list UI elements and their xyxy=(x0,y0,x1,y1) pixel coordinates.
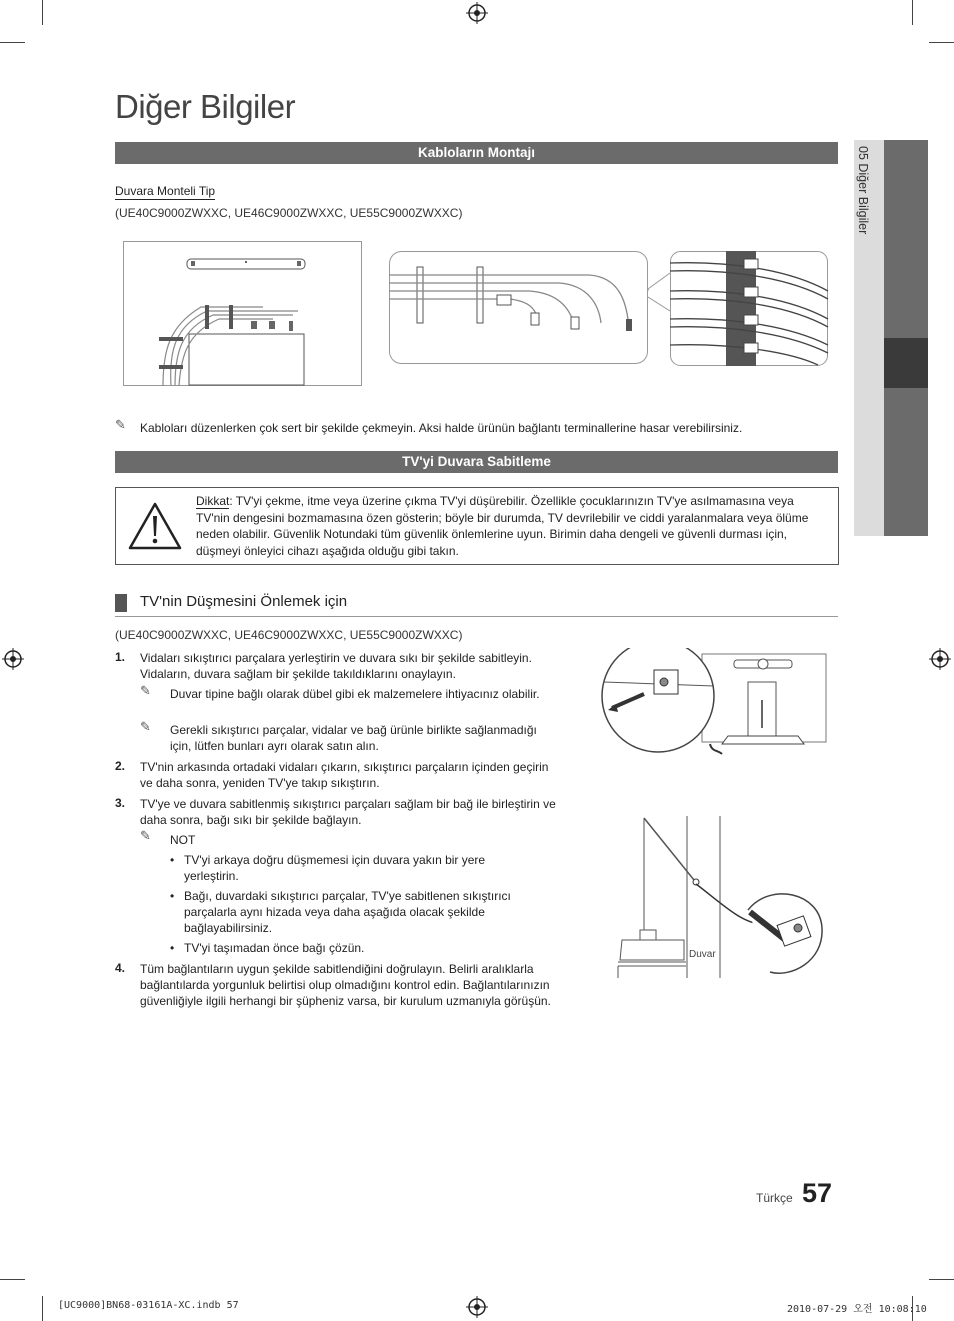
page-number: 57 xyxy=(802,1178,833,1208)
step-text: Tüm bağlantıların uygun şekilde sabitlendiğini doğrulayın. Belirli aralıklarla bağlantılarda yorgunluk belirtisi olup olmadığını kontrol edin. Bağlantılarınızın güvenliğiyle ilgili herhangi bir şüpheniz varsa, bir kurulum uzmanıyla görüşün. xyxy=(140,962,551,1008)
pencil-note-icon: ✎ xyxy=(140,683,151,698)
caution-text xyxy=(196,493,826,559)
step-number: 4. xyxy=(115,961,126,975)
registration-mark-icon xyxy=(929,648,951,670)
step-text: TV'nin arkasında ortadaki vidaları çıkarın, sıkıştırıcı parçaların içinden geçirin ve daha sonra, yeniden TV'ye takıp sıkıştırın. xyxy=(140,760,549,790)
note-label: NOT xyxy=(170,833,196,847)
bullet-dot: • xyxy=(170,941,175,955)
crop-mark xyxy=(0,42,25,43)
wall-fix-section-heading: TV'yi Duvara Sabitleme xyxy=(115,451,838,473)
section-marker xyxy=(115,594,127,612)
bullet-dot: • xyxy=(170,853,175,867)
registration-mark-icon xyxy=(466,2,488,24)
warning-triangle-icon xyxy=(126,500,184,552)
cable-routing-back-diagram xyxy=(123,241,363,387)
page-title: Diğer Bilgiler xyxy=(115,88,296,125)
clamp-screw-illustration xyxy=(598,648,830,764)
crop-mark xyxy=(929,42,954,43)
pencil-note-icon: ✎ xyxy=(140,719,151,734)
registration-mark-icon xyxy=(466,1296,488,1318)
caution-body: : TV'yi çekme, itme veya üzerine çıkma TV'yi düşürebilir. Özellikle çocuklarınızın TV'ye asılmamasına veya TV'nin dengesini bozmamasına özen gösterin; böyle bir durumda, TV devrilebilir ve ciddi yaralanmalara veya ölüme neden olabilir. Güvenlik Notundaki tüm güvenlik önlemlerine uyun. Birimin daha dengeli ve güvenli durması için, düşmeyi önleyici cihazı aşağıda olduğu gibi takın. xyxy=(196,494,809,558)
bullet-item: TV'yi arkaya doğru düşmemesi için duvara yakın bir yere yerleştirin. xyxy=(184,853,486,883)
step-number: 1. xyxy=(115,650,126,664)
step-note: Gerekli sıkıştırıcı parçalar, vidalar ve bağ ürünle birlikte sağlanmadığı için, lütfen bunları ayrı olarak satın alın. xyxy=(170,723,537,753)
footer-datetime: 2010-07-29 오전 10:08:10 xyxy=(787,1304,927,1315)
cable-clip-closeup-diagram xyxy=(389,251,649,365)
wall-label: Duvar xyxy=(689,949,716,960)
registration-mark-icon xyxy=(2,648,24,670)
step-note: Duvar tipine bağlı olarak dübel gibi ek malzemelere ihtiyacınız olabilir. xyxy=(170,687,540,701)
crop-mark xyxy=(0,1279,25,1280)
language-label: Türkçe xyxy=(756,1191,793,1205)
bullet-item: TV'yi taşımadan önce bağı çözün. xyxy=(184,941,365,955)
crop-mark xyxy=(42,0,43,25)
cables-section-heading: Kabloların Montajı xyxy=(115,142,838,164)
step-number: 3. xyxy=(115,796,126,810)
footer-file: [UC9000]BN68-03161A-XC.indb 57 xyxy=(58,1300,239,1311)
pencil-note-icon: ✎ xyxy=(140,828,151,843)
cable-holder-zoom-diagram xyxy=(648,251,830,368)
cables-note: Kabloları düzenlerken çok sert bir şekilde çekmeyin. Aksi halde ürünün bağlantı terminallerine hasar verebilirsiniz. xyxy=(140,421,743,435)
step-text: Vidaları sıkıştırıcı parçalara yerleştirin ve duvara sıkı bir şekilde sabitleyin. Vidaların, duvara sağlam bir şekilde takıldıklarını onaylayın. xyxy=(140,651,532,681)
bullet-item: Bağı, duvardaki sıkıştırıcı parçalar, TV'ye sabitlenen sıkıştırıcı parçalarla aynı hizada veya daha aşağıda olacak şekilde bağlayabilirsiniz. xyxy=(184,889,511,935)
bullet-dot: • xyxy=(170,889,175,903)
step-text: TV'ye ve duvara sabitlenmiş sıkıştırıcı parçaları sağlam bir bağ ile birleştirin ve daha sonra, bağı sıkı bir şekilde bağlayın. xyxy=(140,797,556,827)
chapter-tab-active xyxy=(884,338,928,388)
caution-box xyxy=(115,487,839,565)
crop-mark xyxy=(929,1279,954,1280)
cables-models: (UE40C9000ZWXXC, UE46C9000ZWXXC, UE55C9000ZWXXC) xyxy=(115,206,463,220)
wall-mount-subheading: Duvara Monteli Tip xyxy=(115,184,216,198)
prevent-models: (UE40C9000ZWXXC, UE46C9000ZWXXC, UE55C9000ZWXXC) xyxy=(115,628,463,642)
crop-mark xyxy=(42,1296,43,1321)
step-number: 2. xyxy=(115,759,126,773)
pencil-note-icon: ✎ xyxy=(115,417,126,432)
tv-tether-side-illustration xyxy=(610,812,830,980)
caution-label: Dikkat xyxy=(196,494,230,508)
crop-mark xyxy=(912,0,913,25)
chapter-label: 05 Diğer Bilgiler xyxy=(856,146,870,235)
prevent-fall-heading xyxy=(115,591,838,617)
prevent-fall-title: TV'nin Düşmesini Önlemek için xyxy=(140,593,348,610)
